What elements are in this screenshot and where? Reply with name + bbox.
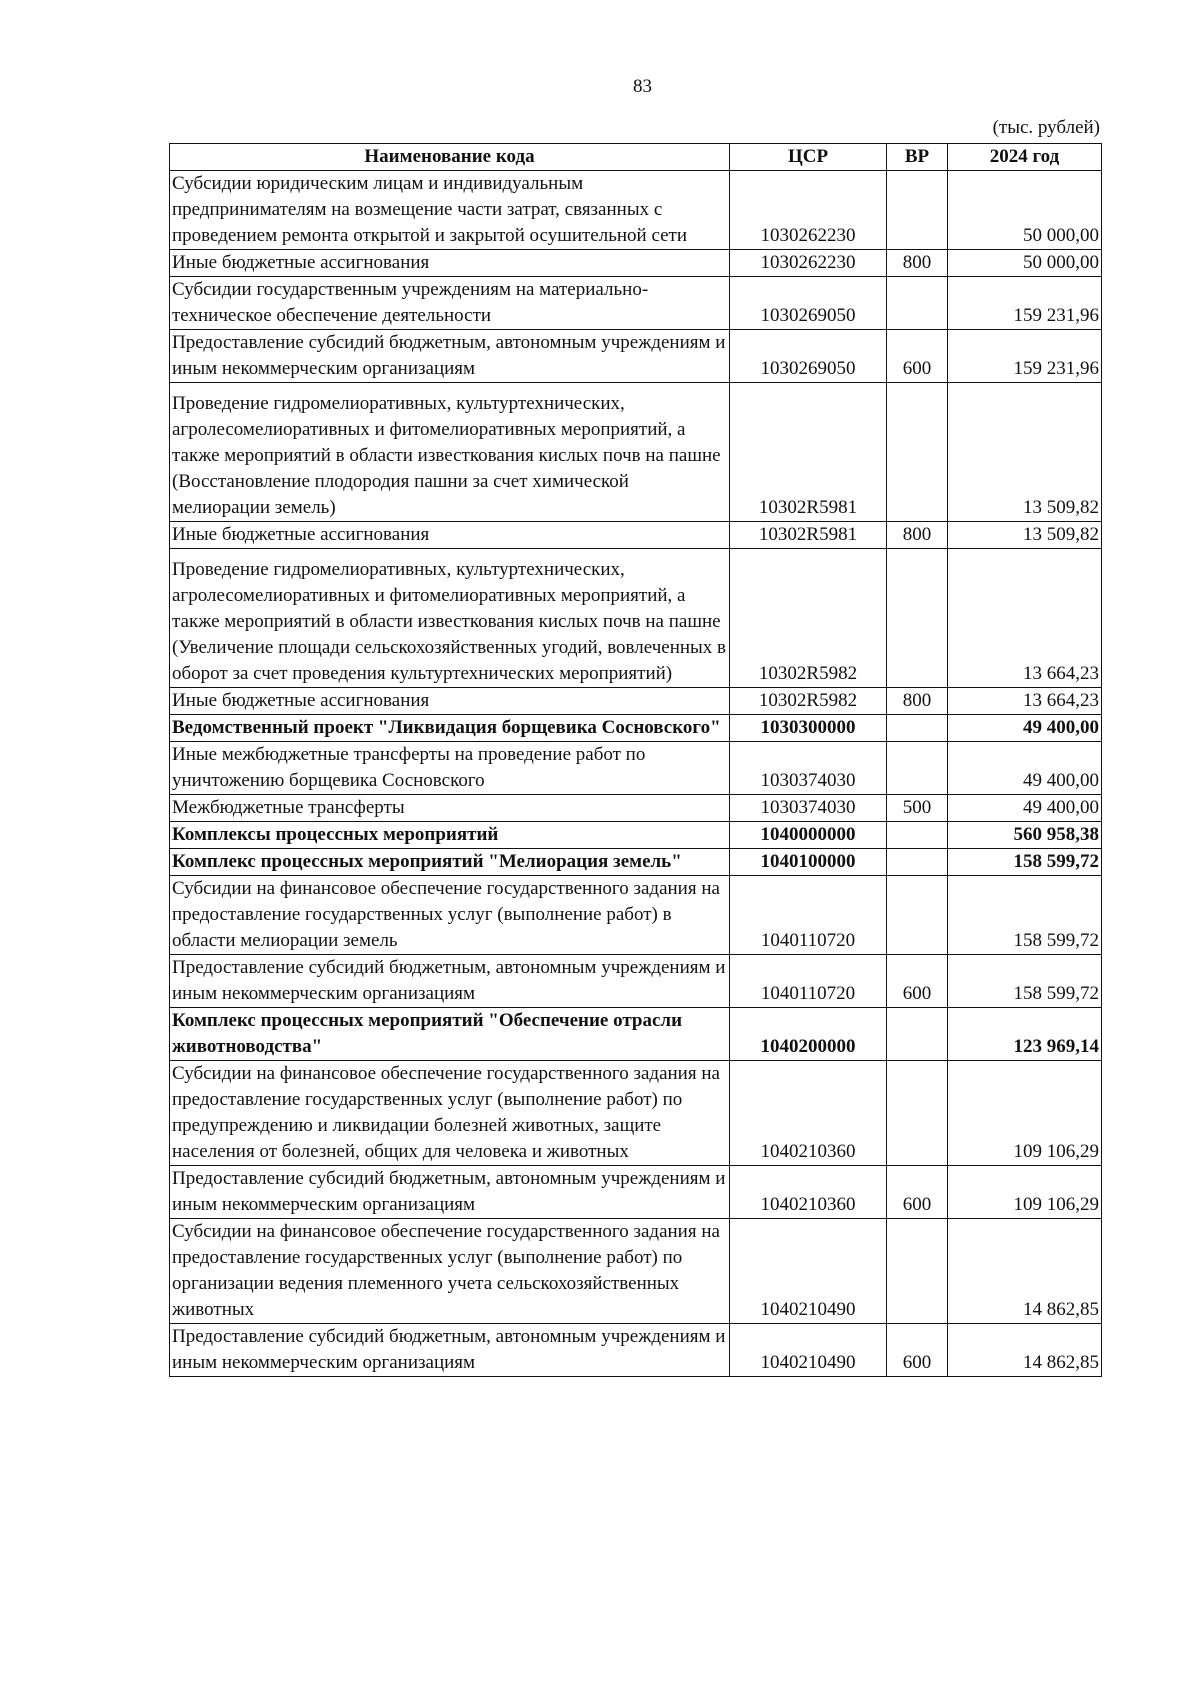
row-csr: 1030300000 bbox=[730, 715, 887, 742]
table-row bbox=[170, 549, 1102, 688]
table-row bbox=[170, 250, 1102, 277]
units-label: (тыс. рублей) bbox=[992, 117, 1100, 138]
row-vr bbox=[887, 742, 948, 795]
table-row bbox=[170, 849, 1102, 876]
table-row bbox=[170, 955, 1102, 1008]
row-csr: 1040110720 bbox=[730, 876, 887, 955]
row-name: Иные бюджетные ассигнования bbox=[170, 250, 730, 277]
row-name: Предоставление субсидий бюджетным, автономным учреждениям и иным некоммерческим организациям bbox=[170, 330, 730, 383]
budget-table bbox=[169, 143, 1102, 1377]
row-csr: 1040000000 bbox=[730, 822, 887, 849]
row-vr bbox=[887, 849, 948, 876]
row-name: Предоставление субсидий бюджетным, автономным учреждениям и иным некоммерческим организациям bbox=[170, 1166, 730, 1219]
table-row bbox=[170, 876, 1102, 955]
row-name: Предоставление субсидий бюджетным, автономным учреждениям и иным некоммерческим организациям bbox=[170, 955, 730, 1008]
row-csr: 10302R5982 bbox=[730, 688, 887, 715]
row-csr: 1030269050 bbox=[730, 277, 887, 330]
row-vr bbox=[887, 171, 948, 250]
table-row bbox=[170, 715, 1102, 742]
row-amount: 13 664,23 bbox=[948, 549, 1102, 688]
row-amount: 123 969,14 bbox=[948, 1008, 1102, 1061]
table-row bbox=[170, 1219, 1102, 1324]
row-csr: 1040200000 bbox=[730, 1008, 887, 1061]
row-csr: 1030374030 bbox=[730, 742, 887, 795]
row-amount: 49 400,00 bbox=[948, 795, 1102, 822]
row-amount: 13 664,23 bbox=[948, 688, 1102, 715]
table-row bbox=[170, 522, 1102, 549]
table-row bbox=[170, 742, 1102, 795]
row-name: Межбюджетные трансферты bbox=[170, 795, 730, 822]
row-vr: 600 bbox=[887, 1166, 948, 1219]
table-header-row bbox=[170, 144, 1102, 171]
header-amount: 2024 год bbox=[948, 144, 1102, 171]
row-amount: 13 509,82 bbox=[948, 522, 1102, 549]
row-vr bbox=[887, 822, 948, 849]
table-row bbox=[170, 171, 1102, 250]
row-csr: 10302R5981 bbox=[730, 383, 887, 522]
row-vr bbox=[887, 715, 948, 742]
row-amount: 14 862,85 bbox=[948, 1219, 1102, 1324]
row-csr: 1030269050 bbox=[730, 330, 887, 383]
row-csr: 10302R5981 bbox=[730, 522, 887, 549]
table-row bbox=[170, 795, 1102, 822]
row-name: Иные бюджетные ассигнования bbox=[170, 522, 730, 549]
row-vr: 800 bbox=[887, 250, 948, 277]
header-name: Наименование кода bbox=[170, 144, 730, 171]
row-amount: 159 231,96 bbox=[948, 277, 1102, 330]
row-csr: 10302R5982 bbox=[730, 549, 887, 688]
row-csr: 1040210360 bbox=[730, 1166, 887, 1219]
row-name: Предоставление субсидий бюджетным, автономным учреждениям и иным некоммерческим организациям bbox=[170, 1324, 730, 1377]
row-amount: 158 599,72 bbox=[948, 955, 1102, 1008]
row-csr: 1040110720 bbox=[730, 955, 887, 1008]
row-vr bbox=[887, 1061, 948, 1166]
row-vr: 600 bbox=[887, 955, 948, 1008]
table-row bbox=[170, 688, 1102, 715]
table-row bbox=[170, 1324, 1102, 1377]
row-amount: 49 400,00 bbox=[948, 715, 1102, 742]
row-csr: 1040210490 bbox=[730, 1324, 887, 1377]
row-vr: 600 bbox=[887, 1324, 948, 1377]
row-name: Субсидии на финансовое обеспечение государственного задания на предоставление государственных услуг (выполнение работ) в области мелиорации земель bbox=[170, 876, 730, 955]
row-vr bbox=[887, 383, 948, 522]
table-row bbox=[170, 1061, 1102, 1166]
row-name: Проведение гидромелиоративных, культуртехнических, агролесомелиоративных и фитомелиоративных мероприятий, а также мероприятий в области известкования кислых почв на пашне (Восстановление плодородия пашни за счет химической мелиорации земель) bbox=[170, 383, 730, 522]
table-row bbox=[170, 1008, 1102, 1061]
row-vr: 500 bbox=[887, 795, 948, 822]
row-amount: 158 599,72 bbox=[948, 876, 1102, 955]
row-vr bbox=[887, 876, 948, 955]
row-amount: 560 958,38 bbox=[948, 822, 1102, 849]
row-csr: 1030262230 bbox=[730, 250, 887, 277]
row-name: Субсидии государственным учреждениям на материально-техническое обеспечение деятельности bbox=[170, 277, 730, 330]
row-amount: 49 400,00 bbox=[948, 742, 1102, 795]
row-vr: 800 bbox=[887, 688, 948, 715]
row-name: Субсидии юридическим лицам и индивидуальным предпринимателям на возмещение части затрат, связанных с проведением ремонта открытой и закрытой осушительной сети bbox=[170, 171, 730, 250]
row-amount: 109 106,29 bbox=[948, 1061, 1102, 1166]
row-vr: 800 bbox=[887, 522, 948, 549]
row-csr: 1040100000 bbox=[730, 849, 887, 876]
row-amount: 159 231,96 bbox=[948, 330, 1102, 383]
header-vr: ВР bbox=[887, 144, 948, 171]
row-name: Субсидии на финансовое обеспечение государственного задания на предоставление государственных услуг (выполнение работ) по предупреждению и ликвидации болезней животных, защите населения от болезней, общих для человека и животных bbox=[170, 1061, 730, 1166]
row-amount: 13 509,82 bbox=[948, 383, 1102, 522]
row-name: Комплекс процессных мероприятий "Мелиорация земель" bbox=[170, 849, 730, 876]
row-vr: 600 bbox=[887, 330, 948, 383]
row-name: Комплексы процессных мероприятий bbox=[170, 822, 730, 849]
page-number: 83 bbox=[633, 76, 652, 97]
row-name: Иные бюджетные ассигнования bbox=[170, 688, 730, 715]
row-csr: 1030374030 bbox=[730, 795, 887, 822]
row-csr: 1040210490 bbox=[730, 1219, 887, 1324]
table-row bbox=[170, 822, 1102, 849]
row-name: Ведомственный проект "Ликвидация борщевика Сосновского" bbox=[170, 715, 730, 742]
table-row bbox=[170, 1166, 1102, 1219]
table-row bbox=[170, 383, 1102, 522]
row-vr bbox=[887, 549, 948, 688]
table-row bbox=[170, 277, 1102, 330]
row-name: Проведение гидромелиоративных, культуртехнических, агролесомелиоративных и фитомелиоративных мероприятий, а также мероприятий в области известкования кислых почв на пашне (Увеличение площади сельскохозяйственных угодий, вовлеченных в оборот за счет проведения культуртехнических мероприятий) bbox=[170, 549, 730, 688]
row-name: Комплекс процессных мероприятий "Обеспечение отрасли животноводства" bbox=[170, 1008, 730, 1061]
header-csr: ЦСР bbox=[730, 144, 887, 171]
row-vr bbox=[887, 1008, 948, 1061]
table-row bbox=[170, 330, 1102, 383]
row-vr bbox=[887, 1219, 948, 1324]
row-amount: 50 000,00 bbox=[948, 171, 1102, 250]
row-vr bbox=[887, 277, 948, 330]
row-amount: 50 000,00 bbox=[948, 250, 1102, 277]
row-csr: 1030262230 bbox=[730, 171, 887, 250]
row-csr: 1040210360 bbox=[730, 1061, 887, 1166]
row-amount: 158 599,72 bbox=[948, 849, 1102, 876]
row-amount: 14 862,85 bbox=[948, 1324, 1102, 1377]
row-name: Субсидии на финансовое обеспечение государственного задания на предоставление государственных услуг (выполнение работ) по организации ведения племенного учета сельскохозяйственных животных bbox=[170, 1219, 730, 1324]
row-amount: 109 106,29 bbox=[948, 1166, 1102, 1219]
row-name: Иные межбюджетные трансферты на проведение работ по уничтожению борщевика Сосновского bbox=[170, 742, 730, 795]
